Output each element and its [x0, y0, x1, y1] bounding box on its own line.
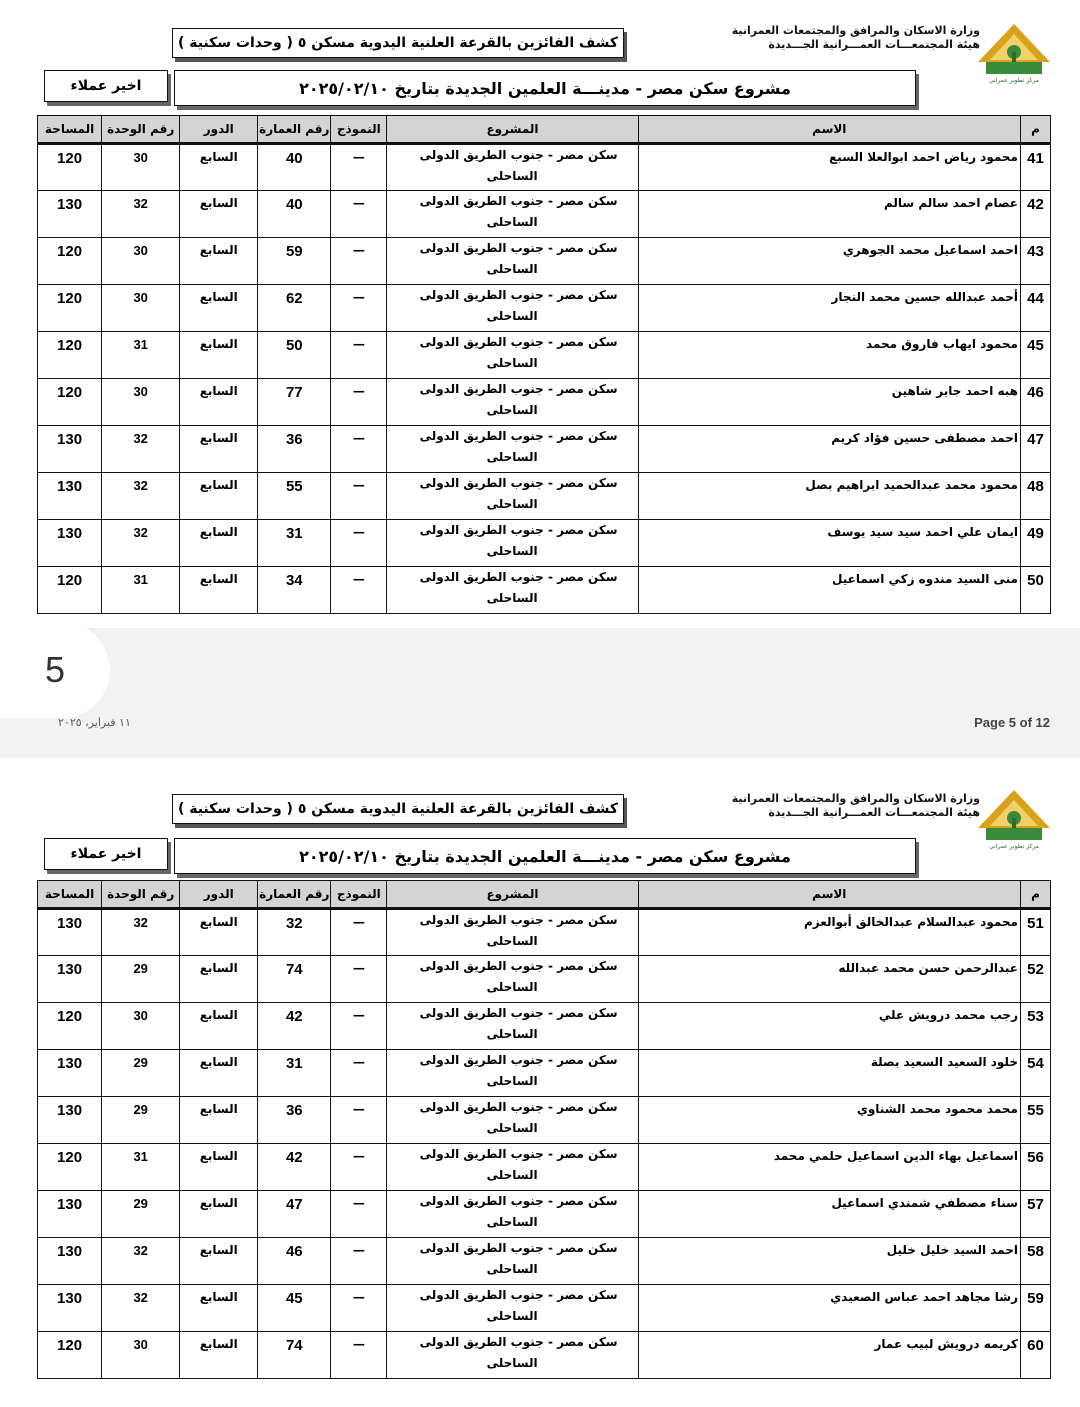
- row-floor: السابع: [180, 1050, 258, 1097]
- row-project: [387, 1285, 638, 1332]
- row-building: 40: [258, 144, 331, 191]
- row-name: اسماعيل بهاء الدين اسماعيل حلمي محمد: [638, 1144, 1020, 1191]
- row-model: —: [331, 1191, 387, 1238]
- row-floor: السابع: [180, 1332, 258, 1379]
- col-header-model: النموذج: [331, 116, 387, 144]
- row-floor: السابع: [180, 1191, 258, 1238]
- document-page-1: [0, 0, 1080, 628]
- row-index: 49: [1020, 520, 1050, 567]
- row-building: 42: [258, 1144, 331, 1191]
- row-index: 46: [1020, 379, 1050, 426]
- document-page-2: [0, 758, 1080, 1407]
- row-index: 53: [1020, 1003, 1050, 1050]
- row-model: —: [331, 426, 387, 473]
- table-row: [38, 1332, 1051, 1379]
- project-line-2: الساحلى: [486, 1121, 538, 1135]
- footer-date: ١١ فبراير، ٢٠٢٥: [58, 716, 131, 729]
- project-line-2: الساحلى: [486, 403, 538, 417]
- project-line-1: سكن مصر - جنوب الطريق الدولى: [419, 1053, 618, 1067]
- table-row: [38, 191, 1051, 238]
- row-floor: السابع: [180, 1238, 258, 1285]
- row-model: —: [331, 956, 387, 1003]
- row-unit: 32: [102, 520, 180, 567]
- row-area: 120: [38, 1332, 102, 1379]
- row-index: 58: [1020, 1238, 1050, 1285]
- project-line-2: الساحلى: [486, 1356, 538, 1370]
- row-name: عصام احمد سالم سالم: [638, 191, 1020, 238]
- row-building: 31: [258, 520, 331, 567]
- row-building: 36: [258, 1097, 331, 1144]
- col-header-index: م: [1020, 881, 1050, 909]
- row-index: 52: [1020, 956, 1050, 1003]
- row-unit: 29: [102, 1050, 180, 1097]
- project-line-1: سكن مصر - جنوب الطريق الدولى: [419, 382, 618, 396]
- row-model: —: [331, 1332, 387, 1379]
- row-project: [387, 473, 638, 520]
- page-separator: [0, 628, 1080, 758]
- row-area: 130: [38, 1191, 102, 1238]
- row-area: 130: [38, 473, 102, 520]
- footer-page-label: Page 5 of 12: [974, 715, 1050, 730]
- table-row: [38, 1191, 1051, 1238]
- row-building: 55: [258, 473, 331, 520]
- row-index: 54: [1020, 1050, 1050, 1097]
- project-title: مشروع سكن مصر - مدينـــة العلمين الجديدة بتاريخ ٢٠٢٥/٠٢/١٠: [174, 70, 916, 106]
- col-header-building: رقم العمارة: [258, 881, 331, 909]
- project-line-1: سكن مصر - جنوب الطريق الدولى: [419, 1100, 618, 1114]
- ministry-heading: [732, 792, 980, 820]
- ministry-name: وزارة الاسكان والمرافق والمجتمعات العمرانية: [731, 792, 980, 805]
- row-model: —: [331, 1050, 387, 1097]
- row-unit: 32: [102, 909, 180, 956]
- page-number-badge: [0, 622, 110, 718]
- project-line-2: الساحلى: [486, 980, 538, 994]
- table-row: [38, 1238, 1051, 1285]
- authority-name: هيئة المجتمعـــات العمـــرانية الجـــديدة: [768, 806, 980, 819]
- row-unit: 29: [102, 1097, 180, 1144]
- row-floor: السابع: [180, 379, 258, 426]
- row-model: —: [331, 1285, 387, 1332]
- row-project: [387, 1144, 638, 1191]
- table-row: [38, 1097, 1051, 1144]
- document-title: كشف الفائزين بالقرعة العلنية اليدوية مسكن ٥ ( وحدات سكنية ): [172, 28, 624, 58]
- row-name: رجب محمد درويش علي: [638, 1003, 1020, 1050]
- col-header-index: م: [1020, 116, 1050, 144]
- row-floor: السابع: [180, 909, 258, 956]
- project-line-1: سكن مصر - جنوب الطريق الدولى: [419, 288, 618, 302]
- row-project: [387, 1050, 638, 1097]
- project-line-1: سكن مصر - جنوب الطريق الدولى: [419, 148, 618, 162]
- ministry-heading: [732, 24, 980, 52]
- table-row: [38, 956, 1051, 1003]
- row-building: 47: [258, 1191, 331, 1238]
- project-line-2: الساحلى: [486, 544, 538, 558]
- project-line-2: الساحلى: [486, 262, 538, 276]
- row-area: 130: [38, 191, 102, 238]
- col-header-building: رقم العمارة: [258, 116, 331, 144]
- col-header-project: المشروع: [387, 116, 638, 144]
- row-building: 45: [258, 1285, 331, 1332]
- row-area: 130: [38, 1050, 102, 1097]
- row-area: 130: [38, 520, 102, 567]
- table-row: [38, 1285, 1051, 1332]
- row-project: [387, 520, 638, 567]
- row-area: 130: [38, 426, 102, 473]
- table-row: [38, 1144, 1051, 1191]
- project-line-1: سكن مصر - جنوب الطريق الدولى: [419, 1194, 618, 1208]
- row-model: —: [331, 238, 387, 285]
- winners-table: [37, 115, 1051, 614]
- row-area: 120: [38, 1003, 102, 1050]
- row-model: —: [331, 1144, 387, 1191]
- col-header-area: المساحة: [38, 881, 102, 909]
- row-unit: 32: [102, 1238, 180, 1285]
- row-unit: 32: [102, 1285, 180, 1332]
- row-floor: السابع: [180, 1003, 258, 1050]
- table-row: [38, 520, 1051, 567]
- col-header-unit: رقم الوحدة: [102, 116, 180, 144]
- row-area: 120: [38, 144, 102, 191]
- row-index: 51: [1020, 909, 1050, 956]
- table-row: [38, 1003, 1051, 1050]
- row-project: [387, 1097, 638, 1144]
- table-row: [38, 473, 1051, 520]
- row-project: [387, 956, 638, 1003]
- row-name: احمد اسماعيل محمد الجوهري: [638, 238, 1020, 285]
- row-unit: 32: [102, 473, 180, 520]
- row-unit: 29: [102, 956, 180, 1003]
- row-unit: 30: [102, 144, 180, 191]
- row-unit: 32: [102, 426, 180, 473]
- svg-text:مركز تطوير عمراني: مركز تطوير عمراني: [989, 843, 1039, 850]
- row-area: 120: [38, 285, 102, 332]
- row-area: 130: [38, 1238, 102, 1285]
- row-name: محمود عبدالسلام عبدالخالق أبوالعزم: [638, 909, 1020, 956]
- row-project: [387, 285, 638, 332]
- project-line-2: الساحلى: [486, 215, 538, 229]
- row-model: —: [331, 332, 387, 379]
- col-header-unit: رقم الوحدة: [102, 881, 180, 909]
- last-customers-label: اخير عملاء: [44, 838, 168, 870]
- row-unit: 32: [102, 191, 180, 238]
- row-floor: السابع: [180, 956, 258, 1003]
- row-area: 120: [38, 238, 102, 285]
- project-title: مشروع سكن مصر - مدينـــة العلمين الجديدة بتاريخ ٢٠٢٥/٠٢/١٠: [174, 838, 916, 874]
- row-unit: 29: [102, 1191, 180, 1238]
- row-name: محمد محمود محمد الشناوي: [638, 1097, 1020, 1144]
- row-building: 74: [258, 1332, 331, 1379]
- row-building: 50: [258, 332, 331, 379]
- row-floor: السابع: [180, 473, 258, 520]
- row-index: 43: [1020, 238, 1050, 285]
- row-name: خلود السعيد السعيد بصلة: [638, 1050, 1020, 1097]
- document-title: كشف الفائزين بالقرعة العلنية اليدوية مسكن ٥ ( وحدات سكنية ): [172, 794, 624, 824]
- row-floor: السابع: [180, 567, 258, 614]
- row-index: 45: [1020, 332, 1050, 379]
- table-row: [38, 332, 1051, 379]
- project-line-2: الساحلى: [486, 1215, 538, 1229]
- row-project: [387, 909, 638, 956]
- row-name: ايمان علي احمد سيد سيد يوسف: [638, 520, 1020, 567]
- project-line-2: الساحلى: [486, 934, 538, 948]
- row-project: [387, 1332, 638, 1379]
- row-name: محمود ايهاب فاروق محمد: [638, 332, 1020, 379]
- row-unit: 30: [102, 1003, 180, 1050]
- row-model: —: [331, 1097, 387, 1144]
- project-line-1: سكن مصر - جنوب الطريق الدولى: [419, 1006, 618, 1020]
- row-model: —: [331, 379, 387, 426]
- row-index: 60: [1020, 1332, 1050, 1379]
- row-area: 130: [38, 1285, 102, 1332]
- row-area: 120: [38, 567, 102, 614]
- project-line-2: الساحلى: [486, 591, 538, 605]
- project-line-1: سكن مصر - جنوب الطريق الدولى: [419, 523, 618, 537]
- project-line-2: الساحلى: [486, 450, 538, 464]
- row-unit: 30: [102, 379, 180, 426]
- svg-text:مركز تطوير عمراني: مركز تطوير عمراني: [989, 77, 1039, 84]
- project-line-1: سكن مصر - جنوب الطريق الدولى: [419, 241, 618, 255]
- project-line-2: الساحلى: [486, 1027, 538, 1041]
- table-row: [38, 426, 1051, 473]
- winners-table: [37, 880, 1051, 1379]
- project-line-1: سكن مصر - جنوب الطريق الدولى: [419, 1288, 618, 1302]
- row-index: 47: [1020, 426, 1050, 473]
- authority-name: هيئة المجتمعـــات العمـــرانية الجـــديدة: [768, 38, 980, 51]
- col-header-area: المساحة: [38, 116, 102, 144]
- table-row: [38, 285, 1051, 332]
- table-row: [38, 144, 1051, 191]
- authority-logo-icon: [976, 788, 1052, 850]
- row-project: [387, 332, 638, 379]
- row-project: [387, 238, 638, 285]
- row-model: —: [331, 567, 387, 614]
- row-index: 56: [1020, 1144, 1050, 1191]
- table-row: [38, 238, 1051, 285]
- row-unit: 30: [102, 285, 180, 332]
- project-line-2: الساحلى: [486, 169, 538, 183]
- project-line-1: سكن مصر - جنوب الطريق الدولى: [419, 335, 618, 349]
- col-header-name: الاسم: [638, 116, 1020, 144]
- table-header-row: [38, 116, 1051, 144]
- row-area: 120: [38, 379, 102, 426]
- row-building: 74: [258, 956, 331, 1003]
- row-unit: 31: [102, 1144, 180, 1191]
- row-building: 34: [258, 567, 331, 614]
- row-index: 41: [1020, 144, 1050, 191]
- row-area: 130: [38, 909, 102, 956]
- col-header-name: الاسم: [638, 881, 1020, 909]
- row-floor: السابع: [180, 332, 258, 379]
- project-line-1: سكن مصر - جنوب الطريق الدولى: [419, 1147, 618, 1161]
- row-unit: 31: [102, 332, 180, 379]
- project-line-1: سكن مصر - جنوب الطريق الدولى: [419, 476, 618, 490]
- row-model: —: [331, 1003, 387, 1050]
- last-customers-label: اخير عملاء: [44, 70, 168, 102]
- row-area: 130: [38, 1097, 102, 1144]
- row-building: 77: [258, 379, 331, 426]
- row-model: —: [331, 520, 387, 567]
- row-area: 120: [38, 1144, 102, 1191]
- row-name: احمد مصطفى حسين فؤاد كريم: [638, 426, 1020, 473]
- table-row: [38, 909, 1051, 956]
- row-floor: السابع: [180, 1097, 258, 1144]
- page-number: 5: [44, 649, 66, 690]
- row-index: 42: [1020, 191, 1050, 238]
- col-header-floor: الدور: [180, 881, 258, 909]
- row-floor: السابع: [180, 144, 258, 191]
- row-model: —: [331, 1238, 387, 1285]
- row-index: 48: [1020, 473, 1050, 520]
- row-index: 57: [1020, 1191, 1050, 1238]
- row-model: —: [331, 191, 387, 238]
- col-header-project: المشروع: [387, 881, 638, 909]
- row-name: هبه احمد جابر شاهين: [638, 379, 1020, 426]
- row-name: احمد السيد خليل خليل: [638, 1238, 1020, 1285]
- project-line-1: سكن مصر - جنوب الطريق الدولى: [419, 429, 618, 443]
- row-index: 44: [1020, 285, 1050, 332]
- row-area: 130: [38, 956, 102, 1003]
- row-unit: 31: [102, 567, 180, 614]
- project-line-2: الساحلى: [486, 497, 538, 511]
- row-floor: السابع: [180, 191, 258, 238]
- row-floor: السابع: [180, 238, 258, 285]
- row-building: 31: [258, 1050, 331, 1097]
- row-building: 62: [258, 285, 331, 332]
- row-building: 59: [258, 238, 331, 285]
- row-index: 59: [1020, 1285, 1050, 1332]
- row-unit: 30: [102, 1332, 180, 1379]
- row-index: 55: [1020, 1097, 1050, 1144]
- col-header-model: النموذج: [331, 881, 387, 909]
- row-model: —: [331, 285, 387, 332]
- row-floor: السابع: [180, 285, 258, 332]
- row-name: سناء مصطفي شمندي اسماعيل: [638, 1191, 1020, 1238]
- project-line-1: سكن مصر - جنوب الطريق الدولى: [419, 959, 618, 973]
- project-line-1: سكن مصر - جنوب الطريق الدولى: [419, 1335, 618, 1349]
- row-floor: السابع: [180, 1144, 258, 1191]
- project-line-2: الساحلى: [486, 1168, 538, 1182]
- authority-logo-icon: [976, 22, 1052, 84]
- table-row: [38, 1050, 1051, 1097]
- row-name: أحمد عبدالله حسين محمد النجار: [638, 285, 1020, 332]
- table-header-row: [38, 881, 1051, 909]
- project-line-1: سكن مصر - جنوب الطريق الدولى: [419, 1241, 618, 1255]
- row-project: [387, 1238, 638, 1285]
- row-project: [387, 1003, 638, 1050]
- project-line-2: الساحلى: [486, 309, 538, 323]
- row-index: 50: [1020, 567, 1050, 614]
- ministry-name: وزارة الاسكان والمرافق والمجتمعات العمرانية: [731, 24, 980, 37]
- row-building: 32: [258, 909, 331, 956]
- col-header-floor: الدور: [180, 116, 258, 144]
- row-project: [387, 191, 638, 238]
- row-building: 36: [258, 426, 331, 473]
- row-project: [387, 1191, 638, 1238]
- project-line-2: الساحلى: [486, 356, 538, 370]
- row-floor: السابع: [180, 426, 258, 473]
- row-name: منى السيد مندوه زكي اسماعيل: [638, 567, 1020, 614]
- project-line-1: سكن مصر - جنوب الطريق الدولى: [419, 194, 618, 208]
- project-line-2: الساحلى: [486, 1262, 538, 1276]
- project-line-2: الساحلى: [486, 1309, 538, 1323]
- row-unit: 30: [102, 238, 180, 285]
- row-model: —: [331, 909, 387, 956]
- row-floor: السابع: [180, 1285, 258, 1332]
- row-model: —: [331, 144, 387, 191]
- row-name: محمود رياض احمد ابوالعلا السبع: [638, 144, 1020, 191]
- project-line-1: سكن مصر - جنوب الطريق الدولى: [419, 570, 618, 584]
- row-project: [387, 426, 638, 473]
- row-floor: السابع: [180, 520, 258, 567]
- row-building: 40: [258, 191, 331, 238]
- row-model: —: [331, 473, 387, 520]
- row-name: رشا مجاهد احمد عباس الصعيدي: [638, 1285, 1020, 1332]
- row-project: [387, 379, 638, 426]
- project-line-1: سكن مصر - جنوب الطريق الدولى: [419, 913, 618, 927]
- row-building: 42: [258, 1003, 331, 1050]
- row-building: 46: [258, 1238, 331, 1285]
- row-name: محمود محمد عبدالحميد ابراهيم بصل: [638, 473, 1020, 520]
- project-line-2: الساحلى: [486, 1074, 538, 1088]
- table-row: [38, 379, 1051, 426]
- row-name: عبدالرحمن حسن محمد عبدالله: [638, 956, 1020, 1003]
- row-project: [387, 144, 638, 191]
- row-name: كريمه درويش لبيب عمار: [638, 1332, 1020, 1379]
- row-project: [387, 567, 638, 614]
- row-area: 120: [38, 332, 102, 379]
- table-row: [38, 567, 1051, 614]
